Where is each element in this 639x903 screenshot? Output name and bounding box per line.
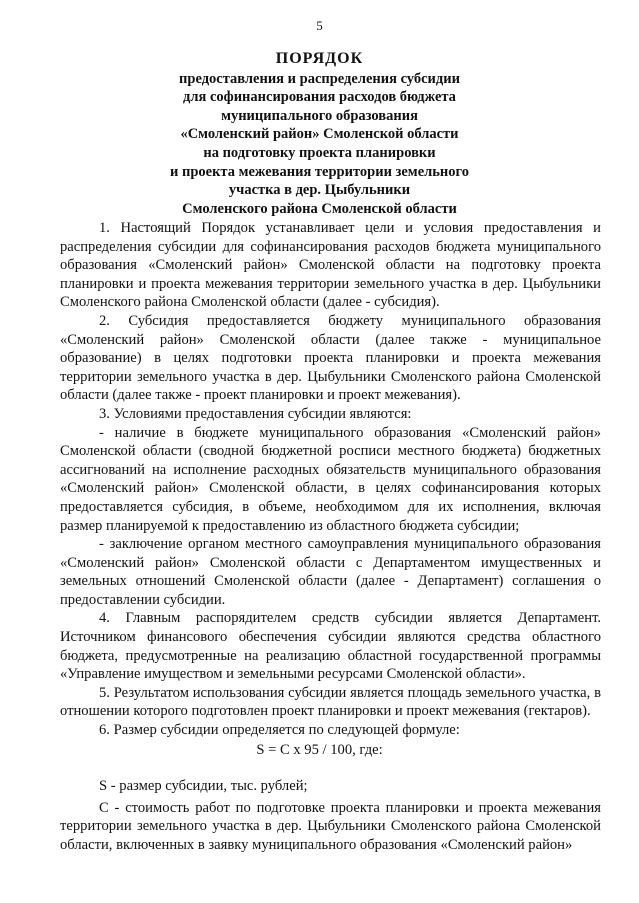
paragraph-3: 3. Условиями предоставления субсидии являются:: [99, 405, 412, 422]
title-line-4: «Смоленский район» Смоленской области: [180, 126, 459, 143]
title-line-5: на подготовку проекта планировки: [203, 144, 436, 161]
page-number: 5: [316, 18, 323, 33]
subsidy-formula: S = C x 95 / 100, где:: [256, 742, 383, 758]
paragraph-2: 2. Субсидия предоставляется бюджету муниципального образования «Смоленский район» Смоленской области (далее также - муниципальное образование) в целях подготовки проекта планировки и проекта межевания территории земельного участка в дер. Цыбульники Смоленского района Смоленской области (далее также - проект планировки и проект межевания).: [60, 312, 601, 404]
title-heading: ПОРЯДОК: [275, 50, 364, 67]
formula-definitions: [60, 777, 601, 854]
paragraph-6: 6. Размер субсидии определяется по следующей формуле:: [99, 722, 460, 739]
title-line-6: и проекта межевания территории земельного: [169, 163, 470, 180]
paragraph-4: 4. Главным распорядителем средств субсидии является Департамент. Источником финансового обеспечения субсидии являются средства областного бюджета, предусмотренные на реализацию областной государственной программы «Управление имуществом и земельными ресурсами Смоленской области».: [60, 610, 601, 683]
paragraph-3-condition-1: - наличие в бюджете муниципального образования «Смоленский район» Смоленской области (сводной бюджетной росписи местного бюджета) бюджетных ассигнований на исполнение расходных обязательств муниципального образования «Смоленский район» Смоленской области, в целях софинансирования которых предоставляется субсидия, в объеме, необходимом для их исполнения, включая размер планируемой к предоставлению из областного бюджета субсидии;: [60, 424, 601, 534]
title-line-2: для софинансирования расходов бюджета: [183, 89, 456, 106]
paragraph-1: 1. Настоящий Порядок устанавливает цели и условия предоставления и распределения субсидии для софинансирования расходов бюджета муниципального образования «Смоленский район» Смоленской области на подготовку проекта планировки и проекта межевания территории земельного участка в дер. Цыбульники Смоленского района Смоленской области (далее - субсидия).: [60, 220, 601, 311]
definition-c: С - стоимость работ по подготовке проекта планировки и проекта межевания территории земельного участка в дер. Цыбульники Смоленского района Смоленской области, включенных в заявку муниципального образования «Смоленский район»: [60, 799, 601, 853]
paragraph-3-condition-2: - заключение органом местного самоуправления муниципального образования «Смоленский район» Смоленской области с Департаментом имущественных и земельных отношений Смоленской области (далее - Департамент) соглашения о предоставлении субсидии.: [60, 536, 601, 608]
definition-s: S - размер субсидии, тыс. рублей;: [99, 778, 308, 794]
document-body: [60, 219, 601, 740]
title-line-8: Смоленского района Смоленской области: [182, 200, 457, 217]
paragraph-5: 5. Результатом использования субсидии является площадь земельного участка, в отношении которого подготовлен проект планировки и проект межевания (гектаров).: [60, 684, 601, 720]
title-line-7: участка в дер. Цыбульники: [228, 182, 411, 199]
document-title: [0, 50, 639, 218]
title-line-3: муниципального образования: [221, 107, 418, 124]
title-line-1: предоставления и распределения субсидии: [179, 70, 460, 87]
